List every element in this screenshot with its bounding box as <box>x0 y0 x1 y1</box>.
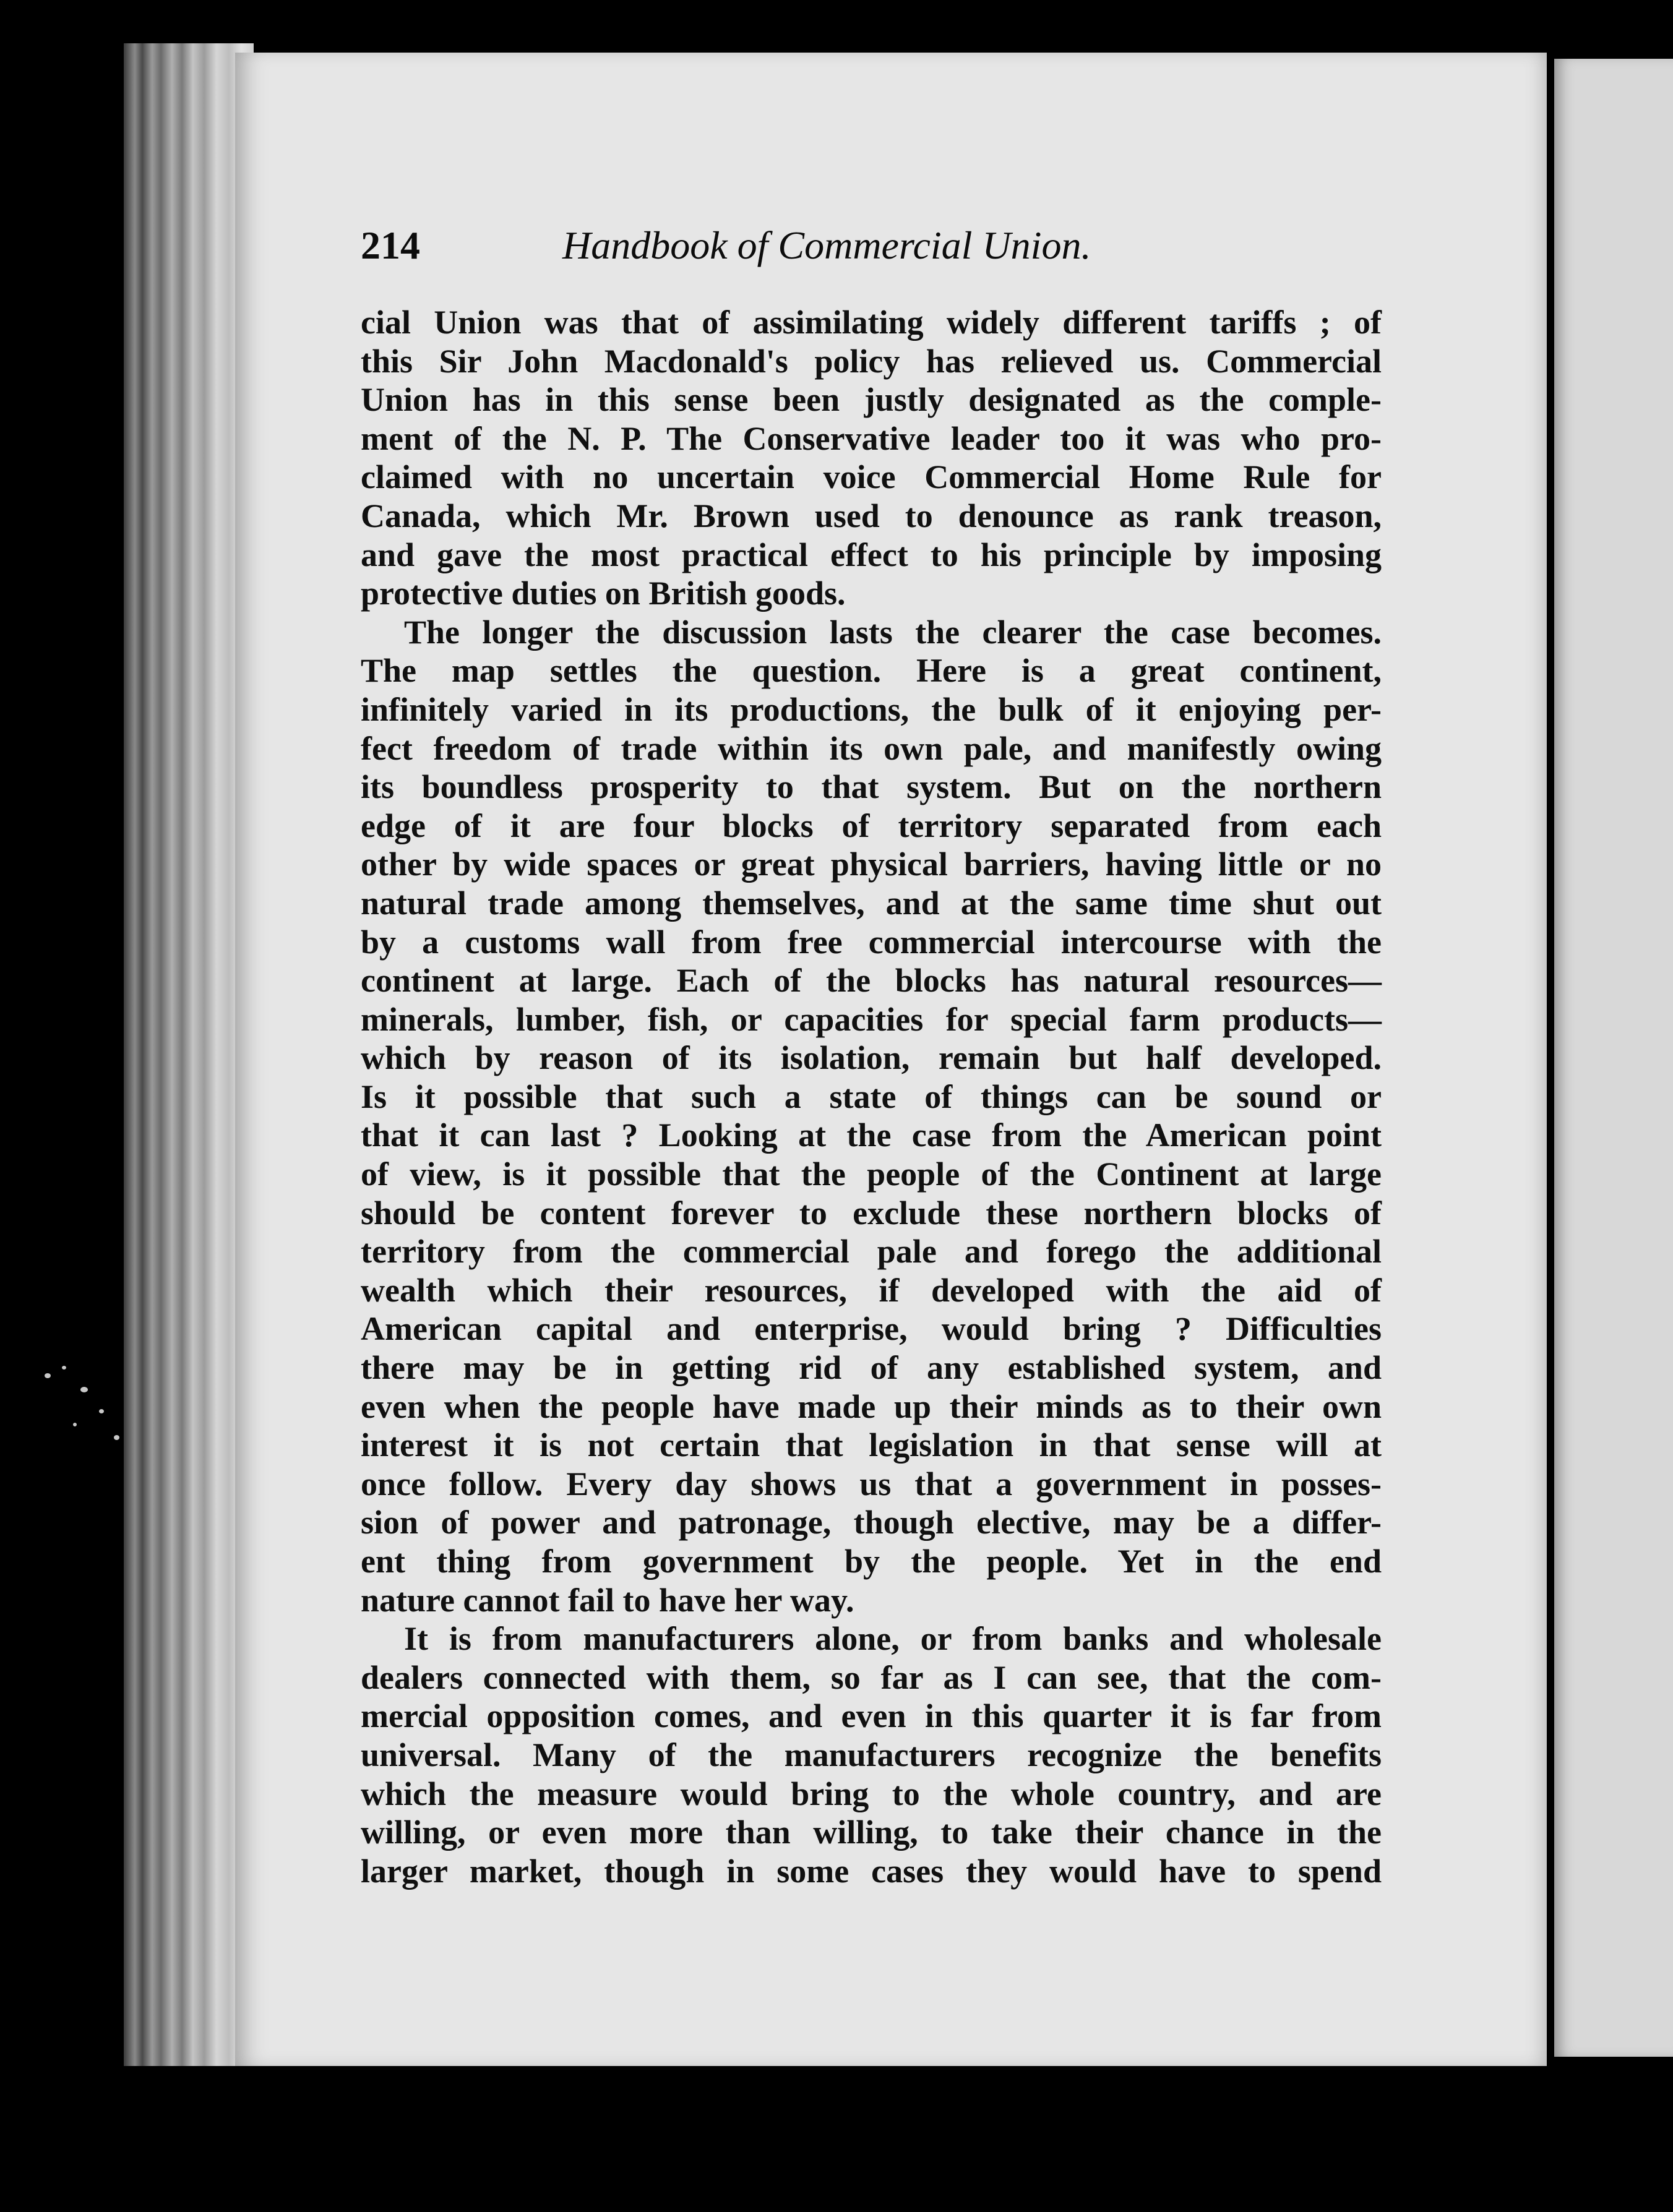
text-line: The map settles the question. Here is a great continent, <box>361 652 1382 690</box>
running-head <box>361 223 1190 278</box>
text-line: which the measure would bring to the whole country, and are <box>361 1775 1382 1812</box>
text-line: and gave the most practical effect to his principle by imposing <box>361 536 1382 573</box>
text-line: mercial opposition comes, and even in this quarter it is far from <box>361 1697 1382 1735</box>
text-line: larger market, though in some cases they would have to spend <box>361 1852 1382 1890</box>
running-title: Handbook of Commercial Union. <box>562 223 1091 267</box>
text-line: natural trade among themselves, and at the same time shut out <box>361 884 1382 922</box>
text-line: dealers connected with them, so far as I can see, that the com- <box>361 1658 1382 1696</box>
text-line: fect freedom of trade within its own pale, and manifestly owing <box>361 729 1382 767</box>
text-line: minerals, lumber, fish, or capacities for special farm products— <box>361 1000 1382 1038</box>
text-line: even when the people have made up their minds as to their own <box>361 1387 1382 1425</box>
text-line: its boundless prosperity to that system. But on the northern <box>361 768 1382 806</box>
page-number: 214 <box>361 223 420 267</box>
text-line: interest it is not certain that legislation in that sense will at <box>361 1426 1382 1464</box>
text-line: willing, or even more than willing, to take their chance in the <box>361 1814 1382 1851</box>
text-line: by a customs wall from free commercial intercourse with the <box>361 923 1382 961</box>
text-line: Canada, which Mr. Brown used to denounce as rank treason, <box>361 497 1382 534</box>
text-line: wealth which their resources, if developed with the aid of <box>361 1271 1382 1309</box>
text-line: infinitely varied in its productions, the bulk of it enjoying per- <box>361 690 1382 728</box>
text-line: American capital and enterprise, would bring ? Difficulties <box>361 1310 1382 1348</box>
body-text <box>361 303 1382 1890</box>
text-line: which by reason of its isolation, remain but half developed. <box>361 1039 1382 1077</box>
paragraph-first-line: It is from manufacturers alone, or from banks and wholesale <box>404 1620 1382 1658</box>
text-line: protective duties on British goods. <box>361 575 846 612</box>
text-line: ment of the N. P. The Conservative leader too it was who pro- <box>361 419 1382 457</box>
text-line: universal. Many of the manufacturers recognize the benefits <box>361 1736 1382 1773</box>
text-line: of view, is it possible that the people of the Continent at large <box>361 1155 1382 1193</box>
book-page-edges <box>124 43 254 2066</box>
text-line: should be content forever to exclude these northern blocks of <box>361 1194 1382 1232</box>
text-line: sion of power and patronage, though elective, may be a differ- <box>361 1504 1382 1541</box>
text-line: there may be in getting rid of any established system, and <box>361 1349 1382 1387</box>
text-line: edge of it are four blocks of territory separated from each <box>361 807 1382 844</box>
facing-page-edge <box>1554 59 1673 2057</box>
text-line: Union has in this sense been justly designated as the comple- <box>361 381 1382 419</box>
paragraph-first-line: The longer the discussion lasts the clearer the case becomes. <box>404 613 1382 651</box>
text-line: ent thing from government by the people. Yet in the end <box>361 1543 1382 1580</box>
text-line: cial Union was that of assimilating widely different tariffs ; of <box>361 304 1382 341</box>
text-line: nature cannot fail to have her way. <box>361 1581 854 1619</box>
text-line: this Sir John Macdonald's policy has relieved us. Commercial <box>361 342 1382 380</box>
text-line: territory from the commercial pale and forego the additional <box>361 1233 1382 1271</box>
text-line: claimed with no uncertain voice Commercial Home Rule for <box>361 458 1382 496</box>
margin-specks <box>37 1355 130 1454</box>
text-line: Is it possible that such a state of things can be sound or <box>361 1078 1382 1115</box>
text-line: continent at large. Each of the blocks has natural resources— <box>361 962 1382 1000</box>
text-line: that it can last ? Looking at the case from the American point <box>361 1117 1382 1154</box>
text-line: once follow. Every day shows us that a government in posses- <box>361 1465 1382 1503</box>
text-line: other by wide spaces or great physical barriers, having little or no <box>361 846 1382 883</box>
